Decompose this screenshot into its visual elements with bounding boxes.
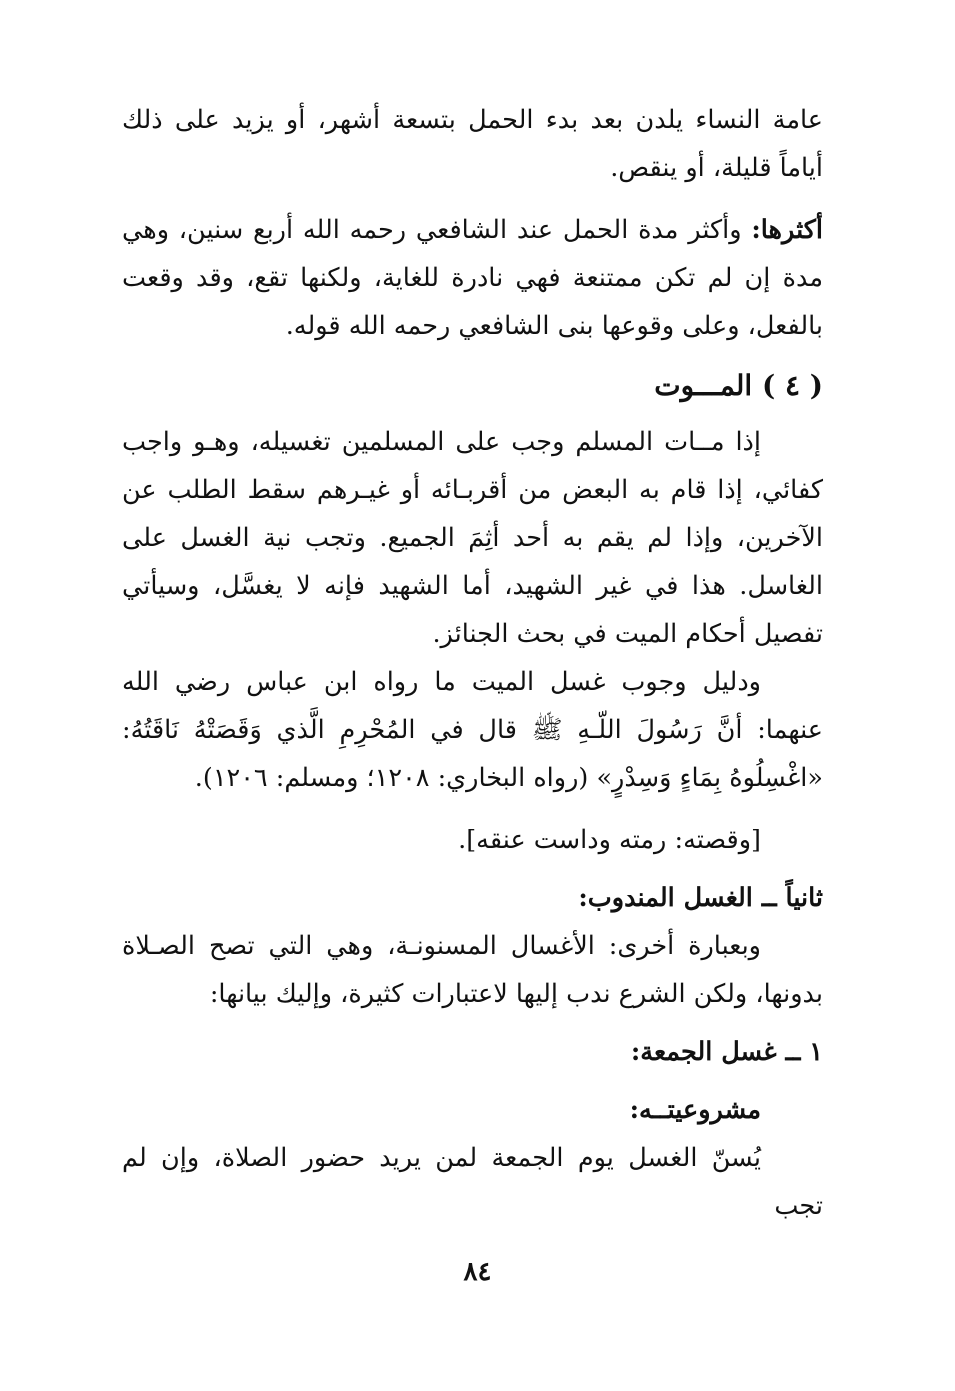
paragraph-friday-sunnah: يُسنّ الغسل يوم الجمعة لمن يريد حضور الصلاة، وإن لم تجب	[122, 1143, 823, 1221]
page-number: ٨٤	[463, 1257, 492, 1287]
heading-recommended-washing: ثانياً ــ الغسل المندوب:	[578, 883, 823, 913]
paragraph-maximum-text: وأكثر مدة الحمل عند الشافعي رحمه الله أربع سنين، وهي مدة إن لم تكن ممتنعة فهي نادرة للغاية، ولكنها تقع، وقد وقعت بالفعل، وعلى وقوعها بنى الشافعي رحمه الله قوله.	[122, 215, 823, 341]
heading-legitimacy: مشروعيتــه:	[629, 1095, 761, 1125]
paragraph-pregnancy-duration: عامة النساء يلدن بعد بدء الحمل بتسعة أشهر، أو يزيد على ذلك أياماً قليلة، أو ينقص.	[122, 105, 823, 183]
paragraph-footnote-explanation: [وقصته: رمته وداست عنقه].	[458, 825, 761, 855]
heading-friday-washing: ١ ــ غسل الجمعة:	[630, 1037, 823, 1067]
label-maximum: أكثرها:	[751, 215, 823, 245]
paragraph-recommended-definition: وبعبارة أخرى: الأغسال المسنونـة، وهي التي تصح الصـلاة بدونها، ولكن الشرع ندب إليها لاعتبارات كثيرة، وإليك بيانها:	[122, 931, 823, 1009]
paragraph-death-washing: إذا مــات المسلم وجب على المسلمين تغسيله، وهـو واجب كفائي، إذا قام به البعض من أقربـائه أو غيـرهم سقط الطلب عن الآخرين، وإذا لم يقم به أحد أثِمَ الجميع. وتجب نية الغسل على الغاسل. هذا في غير الشهيد، أما الشهيد فإنه لا يغسَّل، وسيأتي تفصيل أحكام الميت في بحث الجنائز.	[122, 427, 823, 649]
section-title-death: ( ٤ ) المـــوت	[654, 369, 823, 402]
page-body	[122, 96, 823, 1230]
paragraph-maximum-duration	[122, 206, 823, 350]
paragraph-evidence-hadith: ودليل وجوب غسل الميت ما رواه ابن عباس رضي الله عنهما: أنَّ رَسُولَ اللّـهِ ﷺ قال في المُحْرِمِ الَّذي وَقَصَتْهُ نَاقَتُهُ: «اغْسِلُوهُ بِمَاءٍ وَسِدْرٍ» (رواه البخاري: ١٢٠٨؛ ومسلم: ١٢٠٦).	[122, 667, 823, 793]
